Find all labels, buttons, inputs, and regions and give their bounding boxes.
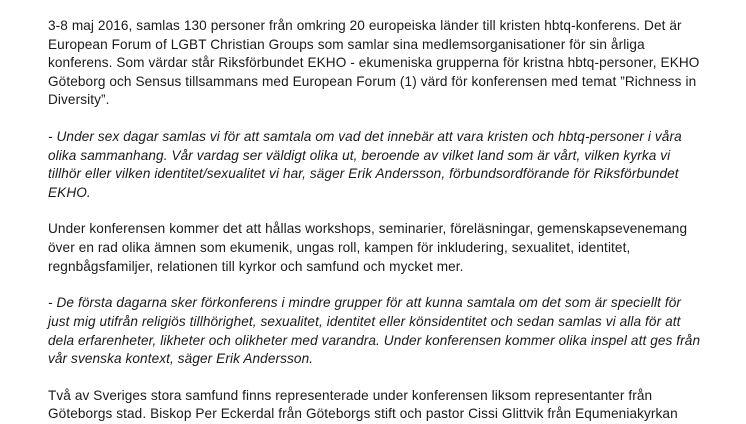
paragraph-representatives: Två av Sveriges stora samfund finns representerade under konferensen liksom representanter från Göteborgs stad. Biskop Per Eckerdal från Göteborgs stift och pastor Cissi Glittvik från Equmeniakyrkan [48,387,678,422]
paragraph-program: Under konferensen kommer det att hållas workshops, seminarier, föreläsningar, gemenskapsevenemang över en rad olika ämnen som ekumenik, ungas roll, kampen för inkludering, sexualitet, identitet, regnbågsfamiljer, relationen till kyrkor och samfund och mycket mer. [48,221,688,274]
paragraph-intro: 3-8 maj 2016, samlas 130 personer från omkring 20 europeiska länder till kristen hbtq-konferens. Det är European Forum of LGBT Christian Groups som samlar sina medlemsorganisationer för sin årliga konferens. Som värdar står Riksförbundet EKHO - ekumeniska grupperna för kristna hbtq-personer, EKHO Göteborg och Sensus tillsammans med European Forum (1) värd för konferensen med temat ”Richness in Diversity”. [48,18,700,108]
paragraph-quote-2: - De första dagarna sker förkonferens i mindre grupper för att kunna samtala om det som är speciellt för just mig utifrån religiös tillhörighet, sexualitet, identitet eller könsidentitet och sedan samlas vi alla för att dela erfarenheter, likheter och olikheter med varandra. Under konferensen kommer olika inspel att ges från vår svenska kontext, säger Erik Andersson. [48,295,701,367]
document-body [48,17,706,424]
paragraph-quote-1: - Under sex dagar samlas vi för att samtala om vad det innebär att vara kristen och hbtq-personer i våra olika sammanhang. Vår vardag ser väldigt olika ut, beroende av vilket land som är vårt, vilken kyrka vi tillhör eller vilken identitet/sexualitet vi har, säger Erik Andersson, förbundsordförande för Riksförbundet EKHO. [48,129,682,200]
